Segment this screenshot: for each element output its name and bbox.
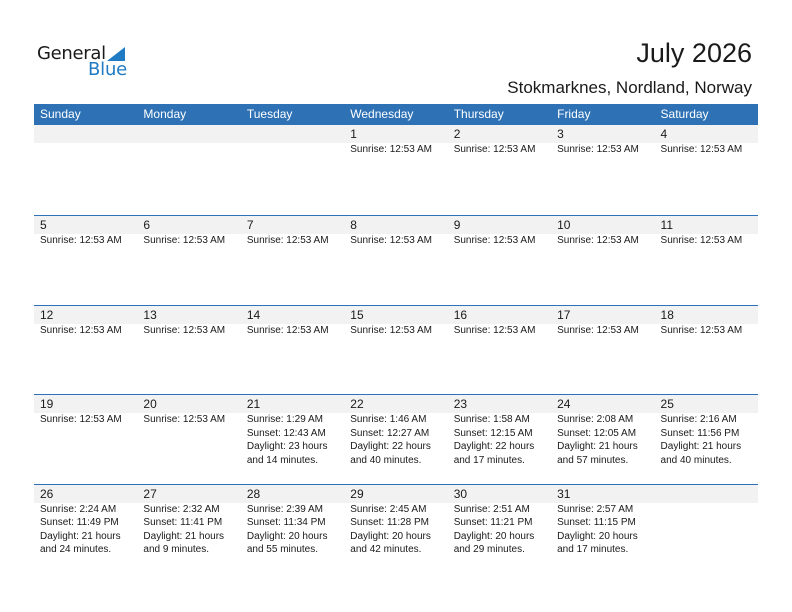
day-cell <box>344 125 447 157</box>
day-cell <box>448 306 551 338</box>
sun-info-line: Sunrise: 12:53 AM <box>143 414 226 425</box>
day-number: 30 <box>453 486 468 501</box>
day-number <box>143 125 240 143</box>
sun-info-line: Sunrise: 12:53 AM <box>557 144 639 155</box>
sun-info-line: Daylight: 22 hours <box>350 441 431 452</box>
sun-info-line: Daylight: 20 hours <box>453 530 535 542</box>
day-cell <box>655 485 758 557</box>
day-cell <box>34 485 137 557</box>
sun-info-line: Sunrise: 12:53 AM <box>557 235 639 246</box>
day-cell <box>551 306 654 338</box>
sun-info-line: Daylight: 20 hours <box>246 530 328 542</box>
sun-info-line: Sunrise: 12:53 AM <box>246 235 329 246</box>
day-number: 2 <box>453 127 461 141</box>
day-number: 8 <box>350 218 357 232</box>
sun-info-line: Sunset: 11:34 PM <box>246 517 326 528</box>
logo-text-general: General <box>37 43 106 64</box>
day-number: 17 <box>557 307 571 322</box>
day-number: 19 <box>40 397 54 411</box>
sun-info-line: and 24 minutes. <box>40 544 112 555</box>
week-row <box>34 394 758 484</box>
sun-info-line: Daylight: 23 hours <box>246 441 328 452</box>
sun-info-line: Sunset: 12:15 AM <box>453 427 533 439</box>
sun-info-line: Sunrise: 2:57 AM <box>557 503 634 515</box>
sun-info-line: Sunrise: 12:53 AM <box>660 235 743 246</box>
day-cell <box>551 395 654 467</box>
calendar-grid <box>34 104 758 573</box>
page-title: July 2026 <box>636 38 752 68</box>
sun-info-line: Sunset: 11:15 PM <box>557 517 636 528</box>
sun-info-line: Sunrise: 12:53 AM <box>660 324 743 336</box>
day-cell <box>241 125 344 157</box>
sun-info-line: and 17 minutes. <box>557 544 629 555</box>
day-number: 10 <box>557 218 571 232</box>
day-cell <box>344 216 447 248</box>
day-number <box>40 125 137 143</box>
day-number: 3 <box>557 127 564 141</box>
week-days <box>34 395 758 467</box>
day-cell <box>344 485 447 557</box>
sun-info-line: Sunrise: 2:24 AM <box>40 503 117 515</box>
day-cell <box>448 125 551 157</box>
day-number: 13 <box>143 307 157 322</box>
weekday-header <box>34 104 758 125</box>
sun-info-line: Sunrise: 12:53 AM <box>350 324 432 336</box>
day-cell <box>241 485 344 557</box>
day-cell <box>241 395 344 467</box>
sun-info-line: Sunset: 11:21 PM <box>453 517 533 528</box>
sun-info-line: Sunrise: 12:53 AM <box>350 235 432 246</box>
day-cell <box>344 306 447 338</box>
day-number: 22 <box>350 397 364 411</box>
week-row <box>34 484 758 574</box>
sun-info-line: Sunset: 11:41 PM <box>143 517 223 528</box>
day-cell <box>655 125 758 157</box>
sun-info-line: Sunset: 12:43 AM <box>246 427 326 439</box>
day-number: 20 <box>143 397 157 411</box>
day-cell <box>241 306 344 338</box>
sun-info-line: and 40 minutes. <box>660 454 732 466</box>
sun-info-line: Sunset: 11:56 PM <box>660 427 740 439</box>
sun-info-line: Daylight: 21 hours <box>40 530 121 542</box>
sun-info-line: Sunrise: 12:53 AM <box>660 144 743 155</box>
sun-info-line: Daylight: 21 hours <box>143 530 225 542</box>
day-number <box>661 485 758 503</box>
day-number: 31 <box>557 486 571 501</box>
day-cell <box>448 216 551 248</box>
day-number <box>247 125 344 143</box>
day-cell <box>551 216 654 248</box>
day-number: 4 <box>660 127 668 141</box>
day-cell <box>137 216 240 248</box>
sun-info-line: Sunrise: 2:08 AM <box>557 414 634 425</box>
day-number: 15 <box>350 307 364 322</box>
day-cell <box>34 125 137 157</box>
sun-info-line: and 40 minutes. <box>350 454 422 466</box>
day-cell <box>137 395 240 467</box>
sun-info-line: Sunrise: 12:53 AM <box>453 144 536 155</box>
day-number: 14 <box>246 307 261 322</box>
sun-info-line: Sunrise: 2:51 AM <box>453 503 530 515</box>
location-subtitle: Stokmarknes, Nordland, Norway <box>507 78 752 97</box>
day-number: 16 <box>453 307 468 322</box>
day-number: 7 <box>246 218 254 232</box>
sun-info-line: Daylight: 20 hours <box>350 530 431 542</box>
day-number: 21 <box>246 397 261 411</box>
day-number: 24 <box>557 397 571 411</box>
sun-info-line: Sunrise: 12:53 AM <box>557 324 639 336</box>
sun-info-line: Sunrise: 12:53 AM <box>40 324 122 336</box>
day-number: 27 <box>143 486 157 501</box>
sun-info-line: and 14 minutes. <box>246 454 319 466</box>
weeks-container <box>34 125 758 573</box>
sun-info-line: Sunrise: 1:58 AM <box>453 414 530 425</box>
sun-info-line: Sunrise: 12:53 AM <box>453 324 536 336</box>
sun-info-line: and 57 minutes. <box>557 454 629 466</box>
sun-info-line: Sunset: 12:27 AM <box>350 427 430 439</box>
sun-info-line: Sunrise: 12:53 AM <box>350 144 432 155</box>
day-cell <box>551 485 654 557</box>
day-cell <box>344 395 447 467</box>
sun-info-line: Sunrise: 12:53 AM <box>143 324 226 336</box>
week-days <box>34 125 758 157</box>
sun-info-line: Sunrise: 2:39 AM <box>246 503 323 515</box>
sun-info-line: Sunrise: 12:53 AM <box>40 414 122 425</box>
brand-logo <box>37 43 137 83</box>
logo-text-blue: Blue <box>88 59 128 80</box>
day-cell <box>137 485 240 557</box>
day-cell <box>551 125 654 157</box>
sun-info-line: and 55 minutes. <box>246 544 319 555</box>
day-cell <box>448 485 551 557</box>
day-number: 28 <box>246 486 261 501</box>
sun-info-line: Sunset: 11:49 PM <box>40 517 119 528</box>
sun-info-line: Daylight: 21 hours <box>660 441 742 452</box>
sun-info-line: Sunrise: 2:32 AM <box>143 503 220 515</box>
sun-info-line: Sunrise: 12:53 AM <box>40 235 122 246</box>
sun-info-line: Sunrise: 2:45 AM <box>350 503 427 515</box>
week-days <box>34 485 758 557</box>
weekday-wednesday: Wednesday <box>350 107 414 121</box>
sun-info-line: Daylight: 21 hours <box>557 441 638 452</box>
sun-info-line: Sunrise: 1:46 AM <box>350 414 427 425</box>
week-days <box>34 306 758 338</box>
weekday-thursday: Thursday <box>453 107 504 121</box>
weekday-tuesday: Tuesday <box>246 107 293 121</box>
sun-info-line: Daylight: 22 hours <box>453 441 535 452</box>
day-number: 6 <box>143 218 151 232</box>
day-number: 5 <box>40 218 47 232</box>
day-cell <box>241 216 344 248</box>
sun-info-line: Sunrise: 12:53 AM <box>246 324 329 336</box>
day-cell <box>655 306 758 338</box>
weekday-sunday: Sunday <box>40 107 81 121</box>
sun-info-line: and 42 minutes. <box>350 544 422 555</box>
sun-info-line: Sunrise: 2:16 AM <box>660 414 737 425</box>
day-cell <box>137 125 240 157</box>
day-number: 1 <box>350 127 357 141</box>
sun-info-line: Sunset: 11:28 PM <box>350 517 430 528</box>
day-number: 11 <box>660 218 673 232</box>
day-number: 25 <box>660 397 674 411</box>
day-cell <box>655 216 758 248</box>
weekday-friday: Friday <box>557 107 591 121</box>
day-number: 29 <box>350 486 364 501</box>
sun-info-line: Daylight: 20 hours <box>557 530 638 542</box>
week-row <box>34 305 758 395</box>
sun-info-line: and 29 minutes. <box>453 544 525 555</box>
sun-info-line: Sunrise: 12:53 AM <box>453 235 536 246</box>
day-cell <box>34 216 137 248</box>
week-days <box>34 216 758 248</box>
week-row <box>34 125 758 215</box>
day-cell <box>34 306 137 338</box>
day-cell <box>655 395 758 467</box>
weekday-saturday: Saturday <box>660 107 709 121</box>
day-number: 26 <box>40 486 54 501</box>
day-number: 9 <box>453 218 461 232</box>
sun-info-line: Sunset: 12:05 AM <box>557 427 637 439</box>
day-number: 12 <box>40 307 54 322</box>
day-cell <box>34 395 137 467</box>
sun-info-line: and 9 minutes. <box>143 544 210 555</box>
day-number: 18 <box>660 307 674 322</box>
weekday-monday: Monday <box>143 107 187 121</box>
sun-info-line: and 17 minutes. <box>453 454 525 466</box>
sun-info-line: Sunrise: 12:53 AM <box>143 235 226 246</box>
day-number: 23 <box>453 397 468 411</box>
week-row <box>34 215 758 305</box>
day-cell <box>448 395 551 467</box>
sun-info-line: Sunrise: 1:29 AM <box>246 414 323 425</box>
day-cell <box>137 306 240 338</box>
